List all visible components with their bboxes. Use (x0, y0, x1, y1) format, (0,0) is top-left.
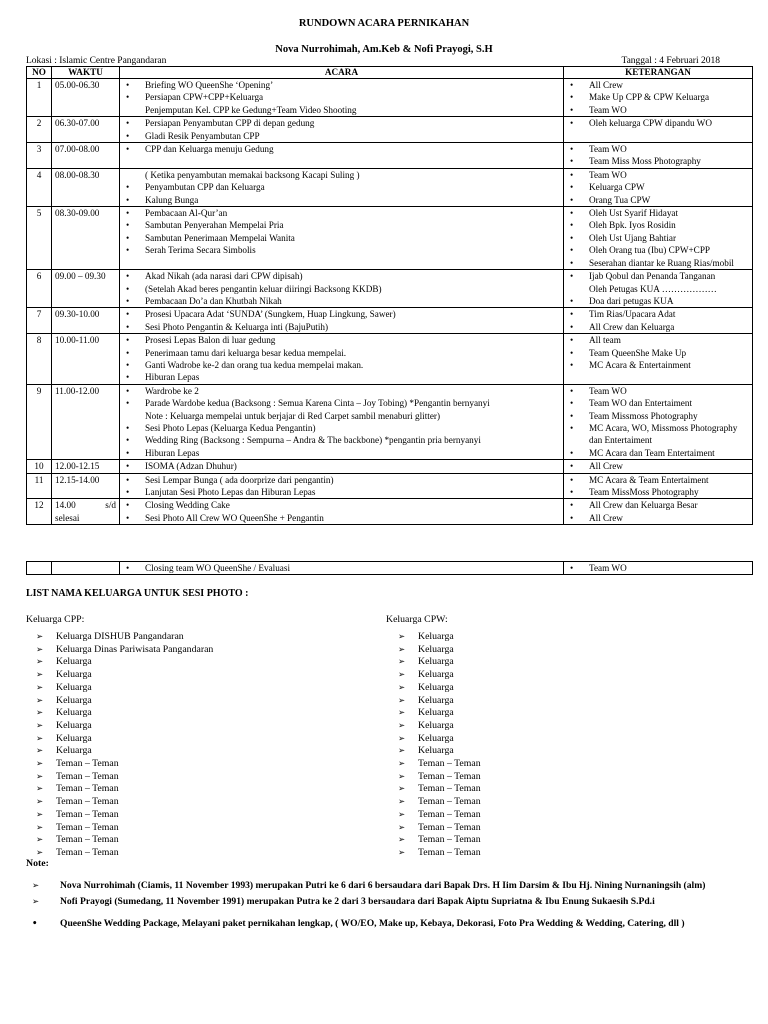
list-item: • Oleh Ust Ujang Bahtiar (567, 232, 749, 244)
list-item: • Team WO (567, 562, 749, 574)
list-item: ➢ Keluarga Dinas Pariwisata Pangandaran (30, 644, 350, 657)
row-number: 9 (27, 384, 52, 459)
cpp-family-label: Keluarga CPP: (26, 614, 85, 625)
row-time: 09.00 – 09.30 (52, 270, 120, 308)
list-item: ➢ Teman – Teman (392, 771, 712, 784)
row-acara (120, 207, 564, 270)
list-item: ➢ Teman – Teman (392, 758, 712, 771)
list-item: • Hiburan Lepas (123, 371, 560, 383)
list-item: • Keluarga CPW (567, 181, 749, 193)
row-acara (120, 168, 564, 206)
notes-section (26, 880, 738, 934)
note-item (26, 896, 738, 909)
list-item: • Persiapan CPW+CPP+Keluarga (123, 91, 560, 103)
list-item: • Lanjutan Sesi Photo Lepas dan Hiburan Lepas (123, 486, 560, 498)
time-start: 14.00 (55, 500, 76, 511)
list-item: • Ganti Wadrobe ke-2 dan orang tua kedua mempelai makan. (123, 359, 560, 371)
row-time: 06.30-07.00 (52, 117, 120, 143)
row-acara (120, 270, 564, 308)
list-item: • All Crew (567, 460, 749, 472)
list-item: ➢ Teman – Teman (30, 822, 350, 835)
row-time: 08.00-08.30 (52, 168, 120, 206)
cpp-family-list (30, 631, 350, 860)
row-number: 1 (27, 79, 52, 117)
list-item: • All Crew (567, 79, 749, 91)
row-acara (120, 384, 564, 459)
list-item: • Team WO (567, 385, 749, 397)
list-item: ➢ Teman – Teman (30, 783, 350, 796)
list-item: • Sesi Photo Pengantin & Keluarga inti (BajuPutih) (123, 321, 560, 333)
list-item: • Wardrobe ke 2 (123, 385, 560, 397)
note-item (26, 918, 738, 931)
cpw-family-list (392, 631, 712, 860)
list-item: • Orang Tua CPW (567, 194, 749, 206)
closing-ket-cell (564, 562, 753, 575)
list-item: ➢ Keluarga (30, 733, 350, 746)
list-item: • Persiapan Penyambutan CPP di depan gedung (123, 117, 560, 129)
list-item: Oleh Petugas KUA ……………… (589, 283, 717, 294)
table-row (27, 460, 753, 473)
closing-no-cell (27, 562, 52, 575)
family-list-title: LIST NAMA KELUARGA UNTUK SESI PHOTO : (26, 588, 249, 599)
list-item: • Oleh Bpk. Iyos Rosidin (567, 219, 749, 231)
list-item: ➢ Keluarga (392, 682, 712, 695)
arrow-bullet-icon: ➢ (32, 896, 40, 907)
list-item: ➢ Keluarga (30, 682, 350, 695)
closing-acara-cell (120, 562, 564, 575)
cpw-family-label: Keluarga CPW: (386, 614, 448, 625)
list-item: ( Ketika penyambutan memakai backsong Kacapi Suling ) (145, 169, 360, 180)
list-item: • Team WO dan Entertaiment (567, 397, 749, 409)
list-item: • Penyambutan CPP dan Keluarga (123, 181, 560, 193)
row-number: 11 (27, 473, 52, 499)
list-item: ➢ Keluarga (392, 669, 712, 682)
row-time: 08.30-09.00 (52, 207, 120, 270)
date-text: Tanggal : 4 Februari 2018 (621, 56, 720, 66)
row-keterangan (564, 168, 753, 206)
row-acara (120, 460, 564, 473)
row-time: 11.00-12.00 (52, 384, 120, 459)
row-keterangan (564, 460, 753, 473)
list-item: ➢ Keluarga (392, 720, 712, 733)
list-item: • Sambutan Penerimaan Mempelai Wanita (123, 232, 560, 244)
list-item: • MC Acara & Team Entertaiment (567, 474, 749, 486)
row-acara (120, 143, 564, 169)
row-number: 8 (27, 334, 52, 385)
list-item: ➢ Keluarga (30, 720, 350, 733)
list-item: • All team (567, 334, 749, 346)
table-row (27, 499, 753, 525)
list-item: • Pembacaan Al-Qur’an (123, 207, 560, 219)
list-item: • MC Acara dan Team Entertaiment (567, 447, 749, 459)
row-keterangan (564, 384, 753, 459)
list-item: ➢ Teman – Teman (392, 783, 712, 796)
list-item: ➢ Keluarga (392, 695, 712, 708)
list-item: ➢ Keluarga (30, 745, 350, 758)
row-number: 10 (27, 460, 52, 473)
row-keterangan (564, 143, 753, 169)
list-item: Note : Keluarga mempelai untuk berjajar di Red Carpet sambil menaburi glitter) (145, 410, 441, 421)
list-item: • Briefing WO QueenShe ‘Opening’ (123, 79, 560, 91)
list-item: • Sesi Photo Lepas (Keluarga Kedua Pengantin) (123, 422, 560, 434)
list-item: • Oleh keluarga CPW dipandu WO (567, 117, 749, 129)
table-row (27, 117, 753, 143)
list-item: ➢ Keluarga (392, 745, 712, 758)
list-item: • All Crew dan Keluarga Besar (567, 499, 749, 511)
table-row (27, 308, 753, 334)
list-item: • Seserahan diantar ke Ruang Rias/mobil (567, 257, 749, 269)
list-item: ➢ Teman – Teman (30, 809, 350, 822)
list-item: ➢ Teman – Teman (392, 847, 712, 860)
list-item: ➢ Teman – Teman (392, 834, 712, 847)
closing-table (26, 561, 753, 575)
list-item: ➢ Keluarga (392, 707, 712, 720)
row-time: 09.30-10.00 (52, 308, 120, 334)
list-item: • ISOMA (Adzan Dhuhur) (123, 460, 560, 472)
list-item: • Sambutan Penyerahan Mempelai Pria (123, 219, 560, 231)
row-time: 12.00-12.15 (52, 460, 120, 473)
list-item: • Sesi Lempar Bunga ( ada doorprize dari pengantin) (123, 474, 560, 486)
list-item: • Ijab Qobul dan Penanda Tanganan (567, 270, 749, 282)
list-item: ➢ Keluarga (392, 631, 712, 644)
location-text: Lokasi : Islamic Centre Pangandaran (26, 56, 167, 66)
row-keterangan (564, 270, 753, 308)
table-row (27, 384, 753, 459)
time-end: selesai (55, 512, 80, 523)
row-keterangan (564, 117, 753, 143)
list-item: ➢ Keluarga (30, 656, 350, 669)
list-item: • Doa dari petugas KUA (567, 295, 749, 307)
row-keterangan (564, 334, 753, 385)
row-acara (120, 308, 564, 334)
header-no: NO (27, 67, 52, 79)
row-time: 05.00-06.30 (52, 79, 120, 117)
list-item: • Team WO (567, 169, 749, 181)
table-row (27, 562, 753, 575)
list-item: • Oleh Ust Syarif Hidayat (567, 207, 749, 219)
header-waktu: WAKTU (52, 67, 120, 79)
list-item: • Closing team WO QueenShe / Evaluasi (123, 562, 560, 574)
row-number: 7 (27, 308, 52, 334)
list-item: • Tim Rias/Upacara Adat (567, 308, 749, 320)
list-item: • Team WO (567, 143, 749, 155)
list-item: • (Setelah Akad beres pengantin keluar diiringi Backsong KKDB) (123, 283, 560, 295)
row-keterangan (564, 473, 753, 499)
list-item: ➢ Teman – Teman (30, 796, 350, 809)
table-row (27, 168, 753, 206)
list-item: • Sesi Photo All Crew WO QueenShe + Pengantin (123, 512, 560, 524)
note-text: Nofi Prayogi (Sumedang, 11 November 1991) merupakan Putra ke 2 dari 3 bersaudara dari Bapak Aiptu Supriatna & Ibu Enung Sukaesih S.Pd.i (60, 895, 655, 907)
bullet-icon: • (32, 919, 38, 930)
row-keterangan (564, 308, 753, 334)
row-number: 12 (27, 499, 52, 525)
note-text: Nova Nurrohimah (Ciamis, 11 November 1993) merupakan Putri ke 6 dari 6 bersaudara dari Bapak Drs. H Iim Darsim & Ibu Hj. Nining Nurnaningsih (alm) (60, 880, 706, 891)
row-keterangan (564, 207, 753, 270)
list-item: • Parade Wardobe kedua (Backsong : Semua Karena Cinta – Joy Tobing) *Pengantin bernyanyi (123, 397, 560, 409)
list-item: ➢ Teman – Teman (30, 758, 350, 771)
list-item: • All Crew (567, 512, 749, 524)
list-item: Penjemputan Kel. CPP ke Gedung+Team Video Shooting (145, 104, 357, 115)
document-title: RUNDOWN ACARA PERNIKAHAN (298, 18, 470, 29)
table-row (27, 334, 753, 385)
list-item: • Closing Wedding Cake (123, 499, 560, 511)
table-row (27, 143, 753, 169)
list-item: ➢ Keluarga (392, 733, 712, 746)
list-item: • Hiburan Lepas (123, 447, 560, 459)
list-item: ➢ Keluarga (30, 695, 350, 708)
list-item: • Serah Terima Secara Simbolis (123, 244, 560, 256)
row-number: 5 (27, 207, 52, 270)
closing-time-cell (52, 562, 120, 575)
list-item: • Team WO (567, 104, 749, 116)
list-item: • Pembacaan Do’a dan Khutbah Nikah (123, 295, 560, 307)
list-item: • Team QueenShe Make Up (567, 347, 749, 359)
row-acara (120, 79, 564, 117)
note-label: Note: (26, 858, 49, 869)
row-acara (120, 473, 564, 499)
header-keterangan: KETERANGAN (564, 67, 753, 79)
table-row (27, 207, 753, 270)
row-time: 12.15-14.00 (52, 473, 120, 499)
time-separator: s/d (105, 500, 116, 511)
table-row (27, 79, 753, 117)
list-item: • Kalung Bunga (123, 194, 560, 206)
list-item: ➢ Keluarga (30, 707, 350, 720)
row-number: 3 (27, 143, 52, 169)
list-item: • All Crew dan Keluarga (567, 321, 749, 333)
list-item: • Oleh Orang tua (Ibu) CPW+CPP (567, 244, 749, 256)
list-item: • Gladi Resik Penyambutan CPP (123, 130, 560, 142)
table-row (27, 473, 753, 499)
row-number: 6 (27, 270, 52, 308)
list-item: ➢ Keluarga (30, 669, 350, 682)
list-item: • MC Acara & Entertainment (567, 359, 749, 371)
note-text: QueenShe Wedding Package, Melayani paket pernikahan lengkap, ( WO/EO, Make up, Kebaya, Dekorasi, Foto Pra Wedding & Wedding, Catering, dll ) (60, 918, 685, 930)
list-item: • Akad Nikah (ada narasi dari CPW dipisah) (123, 270, 560, 282)
rundown-table (26, 66, 753, 525)
list-item: ➢ Keluarga DISHUB Pangandaran (30, 631, 350, 644)
table-row (27, 270, 753, 308)
row-time: 10.00-11.00 (52, 334, 120, 385)
rundown-body (27, 79, 753, 525)
list-item: • CPP dan Keluarga menuju Gedung (123, 143, 560, 155)
row-keterangan (564, 499, 753, 525)
list-item: ➢ Keluarga (392, 644, 712, 657)
row-acara (120, 499, 564, 525)
list-item: • Team Missmoss Photography (567, 410, 749, 422)
row-keterangan (564, 79, 753, 117)
list-item: • Make Up CPP & CPW Keluarga (567, 91, 749, 103)
list-item: ➢ Teman – Teman (392, 809, 712, 822)
list-item: • Penerimaan tamu dari keluarga besar kedua mempelai. (123, 347, 560, 359)
couple-names: Nova Nurrohimah, Am.Keb & Nofi Prayogi, S.H (275, 44, 493, 55)
list-item: ➢ Teman – Teman (392, 796, 712, 809)
row-acara (120, 117, 564, 143)
list-item: • Prosesi Upacara Adat ‘SUNDA’ (Sungkem, Huap Lingkung, Sawer) (123, 308, 560, 320)
list-item: • Prosesi Lepas Balon di luar gedung (123, 334, 560, 346)
list-item: ➢ Keluarga (392, 656, 712, 669)
list-item: • Team Miss Moss Photography (567, 155, 749, 167)
list-item: ➢ Teman – Teman (30, 771, 350, 784)
list-item: • Wedding Ring (Backsong : Sempurna – Andra & The backbone) *pengantin pria bernyanyi (123, 434, 560, 446)
row-number: 2 (27, 117, 52, 143)
list-item: ➢ Teman – Teman (30, 847, 350, 860)
row-time: 07.00-08.00 (52, 143, 120, 169)
row-acara (120, 334, 564, 385)
list-item: ➢ Teman – Teman (30, 834, 350, 847)
list-item: ➢ Teman – Teman (392, 822, 712, 835)
note-item (26, 880, 738, 893)
arrow-bullet-icon: ➢ (32, 881, 40, 891)
list-item: • Team MissMoss Photography (567, 486, 749, 498)
header-acara: ACARA (120, 67, 564, 79)
list-item: • MC Acara, WO, Missmoss Photography dan Entertaiment (567, 422, 749, 447)
row-number: 4 (27, 168, 52, 206)
row-time (52, 499, 120, 525)
table-header-row (27, 67, 753, 79)
